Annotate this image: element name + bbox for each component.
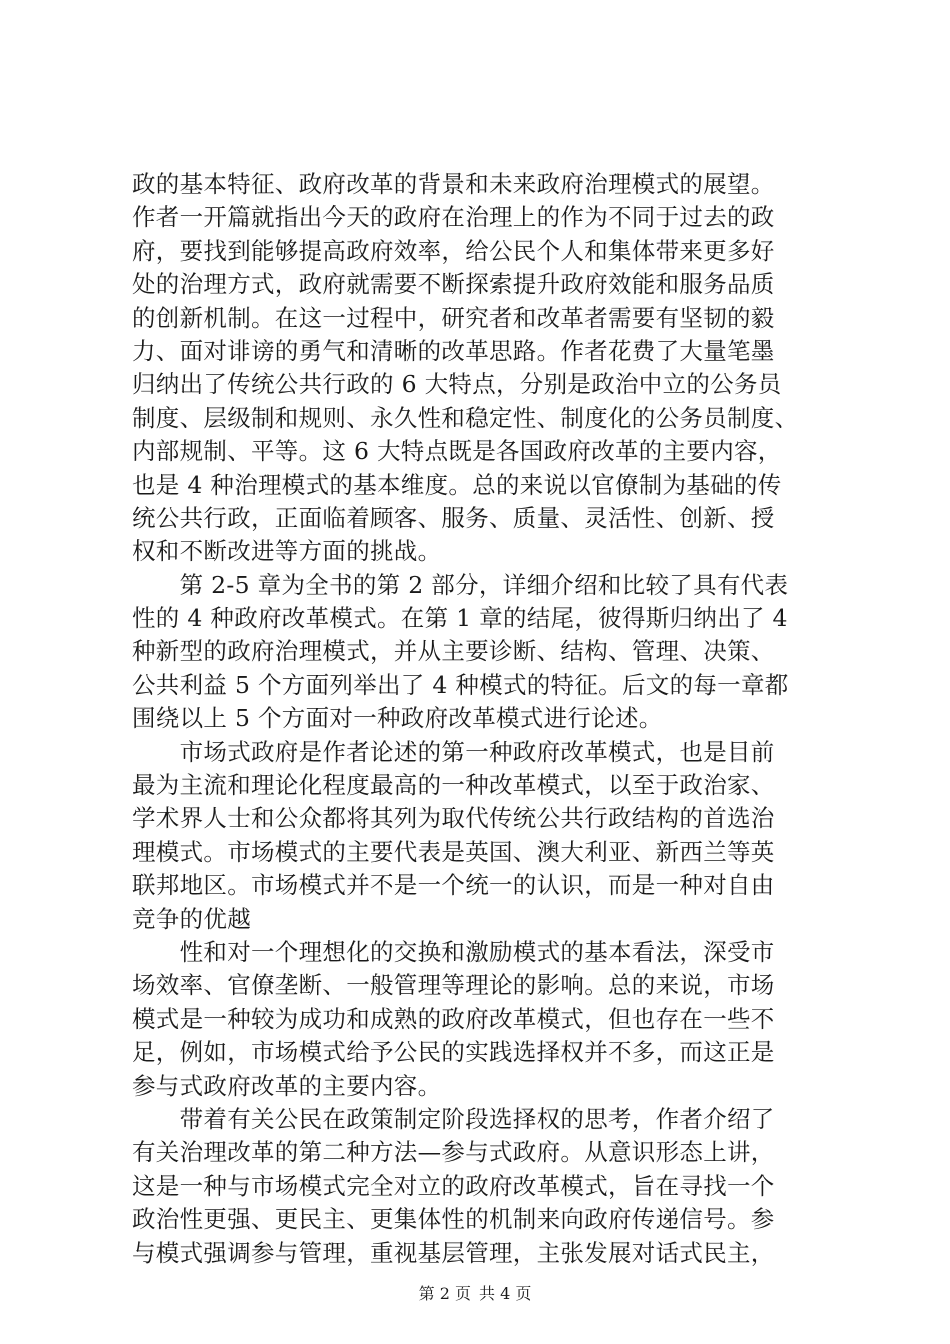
page-footer (0, 1284, 950, 1304)
text-line: 权和不断改进等方面的挑战。 (132, 537, 442, 566)
text-line: 性和对一个理想化的交换和激励模式的基本看法，深受市 (132, 937, 775, 966)
text-line: 处的治理方式，政府就需要不断探索提升政府效能和服务品质 (132, 270, 775, 299)
text-line: 模式是一种较为成功和成熟的政府改革模式，但也存在一些不 (132, 1004, 775, 1033)
text-line: 足，例如，市场模式给予公民的实践选择权并不多，而这正是 (132, 1038, 775, 1067)
text-line: 有关治理改革的第二种方法—参与式政府。从意识形态上讲， (132, 1138, 775, 1167)
text-line: 第 2-5 章为全书的第 2 部分，详细介绍和比较了具有代表 (132, 570, 789, 599)
text-line: 公共利益 5 个方面列举出了 4 种模式的特征。后文的每一章都 (132, 670, 789, 699)
text-line: 竞争的优越 (132, 904, 251, 933)
text-line: 作者一开篇就指出今天的政府在治理上的作为不同于过去的政 (132, 203, 775, 232)
text-line: 市场式政府是作者论述的第一种政府改革模式，也是目前 (132, 737, 775, 766)
text-line: 最为主流和理论化程度最高的一种改革模式，以至于政治家、 (132, 771, 775, 800)
text-line: 政治性更强、更民主、更集体性的机制来向政府传递信号。参 (132, 1205, 775, 1234)
text-line: 这是一种与市场模式完全对立的政府改革模式，旨在寻找一个 (132, 1171, 775, 1200)
text-line: 种新型的政府治理模式，并从主要诊断、结构、管理、决策、 (132, 637, 775, 666)
text-line: 学术界人士和公众都将其列为取代传统公共行政结构的首选治 (132, 804, 775, 833)
text-line: 性的 4 种政府改革模式。在第 1 章的结尾，彼得斯归纳出了 4 (132, 604, 788, 633)
text-line: 归纳出了传统公共行政的 6 大特点，分别是政治中立的公务员 (132, 370, 782, 399)
text-line: 场效率、官僚垄断、一般管理等理论的影响。总的来说，市场 (132, 971, 775, 1000)
text-line: 政的基本特征、政府改革的背景和未来政府治理模式的展望。 (132, 170, 775, 198)
text-line: 也是 4 种治理模式的基本维度。总的来说以官僚制为基础的传 (132, 470, 782, 499)
text-line: 联邦地区。市场模式并不是一个统一的认识，而是一种对自由 (132, 871, 775, 900)
text-line: 与模式强调参与管理，重视基层管理，主张发展对话式民主， (132, 1238, 775, 1267)
page-number: 第 2 页 (418, 1284, 471, 1303)
text-line: 统公共行政，正面临着顾客、服务、质量、灵活性、创新、授 (132, 503, 775, 532)
text-line: 力、面对诽谤的勇气和清晰的改革思路。作者花费了大量笔墨 (132, 336, 775, 365)
body-text (132, 168, 832, 1270)
text-line: 内部规制、平等。这 6 大特点既是各国政府改革的主要内容， (132, 437, 782, 466)
text-line: 参与式政府改革的主要内容。 (132, 1071, 442, 1100)
text-line: 围绕以上 5 个方面对一种政府改革模式进行论述。 (132, 704, 663, 733)
page-total: 共 4 页 (479, 1284, 532, 1303)
text-line: 府，要找到能够提高政府效率，给公民个人和集体带来更多好 (132, 236, 775, 265)
text-line: 制度、层级制和规则、永久性和稳定性、制度化的公务员制度、 (132, 403, 799, 432)
text-line: 理模式。市场模式的主要代表是英国、澳大利亚、新西兰等英 (132, 837, 775, 866)
text-line: 的创新机制。在这一过程中，研究者和改革者需要有坚韧的毅 (132, 303, 775, 332)
text-line: 带着有关公民在政策制定阶段选择权的思考，作者介绍了 (132, 1104, 775, 1133)
